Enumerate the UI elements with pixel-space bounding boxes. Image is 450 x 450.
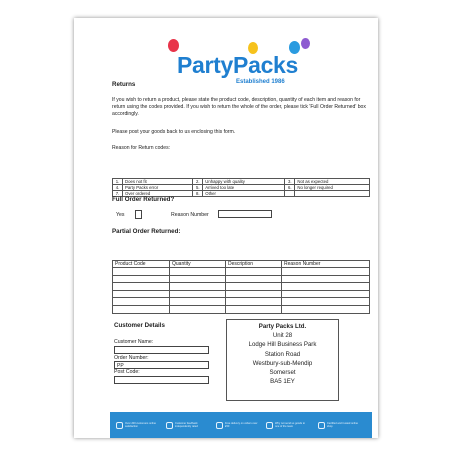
reason-code-number: 4. (113, 185, 123, 191)
party-packs-logo (164, 38, 314, 84)
table-cell-input[interactable] (113, 275, 170, 283)
table-cell-input[interactable] (170, 298, 226, 306)
table-cell-input[interactable] (170, 283, 226, 291)
address-line: Unit 28 (272, 332, 293, 340)
table-cell-input[interactable] (113, 290, 170, 298)
footer-feature-text: Over 200 customers online satisfaction (125, 422, 156, 428)
reason-code-text: Arrived too late (203, 185, 285, 191)
table-row (113, 305, 370, 313)
table-cell-input[interactable] (282, 298, 370, 306)
chat-icon (266, 422, 273, 429)
customer-details-heading: Customer Details (114, 322, 165, 329)
yes-label: Yes (116, 212, 125, 218)
reason-code-text: Unhappy with quality (203, 179, 285, 185)
address-line: Somerset (269, 369, 296, 377)
reason-code-text: Party Packs error (123, 185, 193, 191)
order-number-field[interactable] (114, 361, 209, 369)
post-note: Please post your goods back to us enclosing this form. (112, 129, 236, 135)
post-code-field[interactable] (114, 376, 209, 384)
partial-order-table (112, 260, 370, 314)
table-cell-input[interactable] (170, 305, 226, 313)
full-order-yes-checkbox[interactable] (135, 210, 142, 219)
table-cell-input[interactable] (226, 275, 282, 283)
col-description: Description (226, 261, 282, 268)
table-cell-input[interactable] (282, 275, 370, 283)
reason-code-text: Does not fit (123, 179, 193, 185)
post-code-label: Post Code: (114, 369, 140, 375)
reason-code-number: 3. (285, 179, 295, 185)
footer-banner (110, 412, 372, 438)
footer-feature-text: Customer feedback independently rated (175, 422, 198, 428)
table-cell-input[interactable] (226, 290, 282, 298)
red-balloon (168, 39, 179, 52)
footer-feature (166, 420, 210, 430)
table-cell-input[interactable] (113, 268, 170, 276)
return-address-box (226, 319, 339, 401)
table-row (113, 275, 370, 283)
delivery-truck-icon (216, 422, 223, 429)
table-cell-input[interactable] (170, 275, 226, 283)
address-line: Lodge Hill Business Park (248, 341, 317, 349)
logo-wordmark: PartyPacks (177, 52, 299, 78)
secure-shield-icon (318, 422, 325, 429)
logo-established: Established 1986 (236, 79, 285, 85)
company-name: Party Packs Ltd. (258, 323, 307, 330)
table-cell-input[interactable] (226, 305, 282, 313)
col-product-code: Product Code (113, 261, 170, 268)
partial-order-heading: Partial Order Returned: (112, 228, 181, 235)
reason-code-number: 1. (113, 179, 123, 185)
footer-feature (266, 420, 310, 430)
table-cell-input[interactable] (282, 305, 370, 313)
order-number-label: Order Number: (114, 355, 149, 361)
customer-name-label: Customer Name: (114, 339, 154, 345)
reason-code-text: No longer required (295, 185, 370, 191)
table-cell-input[interactable] (113, 283, 170, 291)
table-cell-input[interactable] (226, 298, 282, 306)
reason-code-number: 6. (285, 185, 295, 191)
table-cell-input[interactable] (282, 268, 370, 276)
footer-feature (318, 420, 362, 430)
table-cell-input[interactable] (113, 305, 170, 313)
reason-code-number: 8. (193, 191, 203, 197)
footer-feature-text: Why not send us goods to one of the team (275, 422, 305, 428)
returns-intro: If you wish to return a product, please state the product code, description, quantity of each item and reason for return using the codes provided. If you wish to return the whole of the order, please tick 'Full Order Returned' box accordingly. (112, 97, 366, 117)
reason-codes-table (112, 178, 370, 197)
table-cell-input[interactable] (282, 290, 370, 298)
reason-code-number (285, 191, 295, 197)
table-row (113, 283, 370, 291)
reason-code-number: 2. (193, 179, 203, 185)
footer-feature-text: Certified and trusted online shop (327, 422, 358, 428)
purple-balloon (301, 38, 310, 49)
table-cell-input[interactable] (226, 268, 282, 276)
footer-feature (216, 420, 260, 430)
reason-codes-label: Reason for Return codes: (112, 145, 171, 151)
full-order-reason-field[interactable] (218, 210, 272, 218)
table-cell-input[interactable] (282, 283, 370, 291)
address-line: Westbury-sub-Mendip (252, 359, 313, 367)
returns-heading: Returns (112, 81, 136, 88)
col-reason-number: Reason Number (282, 261, 370, 268)
col-quantity: Quantity (170, 261, 226, 268)
reason-code-text: Not as expected (295, 179, 370, 185)
thumbs-up-icon (166, 422, 173, 429)
reason-code-number: 7. (113, 191, 123, 197)
table-cell-input[interactable] (170, 290, 226, 298)
address-line: BA5 1EY (270, 378, 295, 386)
reason-code-number: 5. (193, 185, 203, 191)
reason-code-text (295, 191, 370, 197)
table-cell-input[interactable] (170, 268, 226, 276)
returns-form-page (74, 18, 378, 438)
full-order-heading: Full Order Returned? (112, 196, 175, 203)
customers-icon (116, 422, 123, 429)
order-number-value: PP (117, 362, 124, 369)
customer-name-field[interactable] (114, 346, 209, 354)
table-cell-input[interactable] (226, 283, 282, 291)
table-row (113, 298, 370, 306)
reason-code-text: Over ordered (123, 191, 193, 197)
footer-feature-text: Free delivery on orders over £50 (225, 422, 258, 428)
table-row (113, 290, 370, 298)
footer-feature (116, 420, 160, 430)
reason-code-text: Other (203, 191, 285, 197)
table-cell-input[interactable] (113, 298, 170, 306)
reason-number-label: Reason Number (171, 212, 209, 218)
table-row (113, 268, 370, 276)
address-line: Station Road (264, 350, 301, 358)
